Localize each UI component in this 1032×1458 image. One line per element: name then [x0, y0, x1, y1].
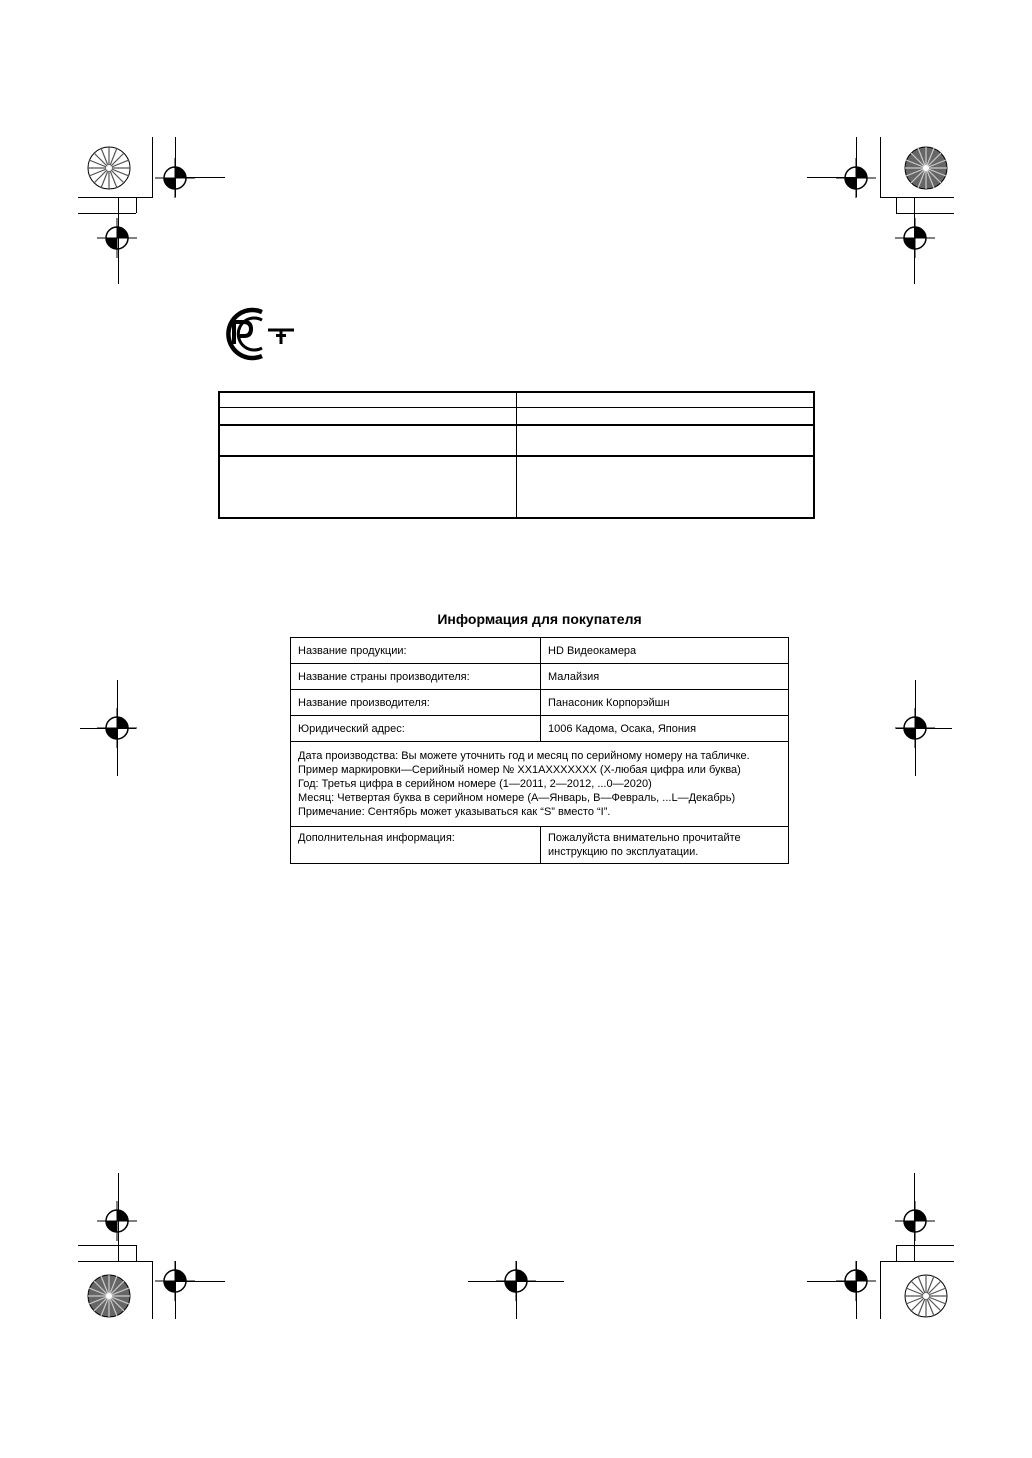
value-cell: HD Видеокамера: [541, 638, 789, 664]
table-row: [291, 742, 789, 827]
section-title: Информация для покупателя: [437, 611, 642, 627]
color-wheel-icon: [904, 146, 948, 190]
crop-line: [118, 1173, 119, 1261]
registration-mark-icon: [895, 1201, 935, 1241]
crop-line: [175, 137, 176, 197]
color-wheel-icon: [87, 1274, 131, 1318]
color-wheel-icon: [87, 146, 131, 190]
crop-line: [896, 213, 954, 214]
crop-line: [914, 198, 915, 284]
table-row: [291, 716, 789, 742]
row-divider: [220, 455, 813, 457]
crop-line: [175, 1261, 176, 1319]
crop-line: [807, 177, 857, 178]
crop-line: [468, 1281, 564, 1282]
crop-line: [880, 1261, 954, 1262]
crop-line: [856, 1261, 857, 1319]
crop-line: [856, 137, 857, 197]
crop-line: [914, 1173, 915, 1261]
empty-ruled-table: [218, 391, 815, 519]
value-cell: Малайзия: [541, 664, 789, 690]
label-cell: Юридический адрес:: [291, 716, 541, 742]
value-cell: Пожалуйста внимательно прочитайте инструкцию по эксплуатации.: [541, 827, 789, 864]
crop-line: [78, 197, 153, 198]
crop-line: [118, 198, 119, 284]
crop-line: [175, 1281, 225, 1282]
registration-mark-icon: [895, 218, 935, 258]
crop-line: [78, 1245, 136, 1246]
gost-certification-logo: [218, 306, 298, 362]
serial-example-line: Пример маркировки—Серийный номер № XX1AXXXXXXX (X-любая цифра или буква): [298, 764, 741, 776]
note-line: Примечание: Сентябрь может указываться как “S” вместо “I”.: [298, 806, 611, 818]
crop-line: [880, 137, 881, 197]
color-wheel-icon: [904, 1274, 948, 1318]
crop-line: [896, 197, 897, 213]
crop-line: [896, 728, 952, 729]
customer-info-table: [290, 637, 789, 864]
table-row: [291, 690, 789, 716]
registration-mark-icon: [97, 1201, 137, 1241]
crop-line: [152, 1261, 153, 1319]
crop-line: [896, 1245, 954, 1246]
value-cell: 1006 Кадома, Осака, Япония: [541, 716, 789, 742]
year-code-line: Год: Третья цифра в серийном номере (1—2011, 2—2012, ...0—2020): [298, 778, 652, 790]
month-code-line: Месяц: Четвертая буква в серийном номере (A—Январь, B—Февраль, ...L—Декабрь): [298, 792, 736, 804]
crop-line: [175, 177, 225, 178]
production-date-line: Дата производства: Вы можете уточнить год и месяц по серийному номеру на табличке.: [298, 750, 750, 762]
table-row: [291, 638, 789, 664]
registration-mark-icon: [97, 218, 137, 258]
crop-line: [516, 1261, 517, 1319]
table-row: [291, 827, 789, 864]
label-cell: Название производителя:: [291, 690, 541, 716]
crop-line: [136, 197, 137, 213]
label-cell: Название страны производителя:: [291, 664, 541, 690]
label-cell: Дополнительная информация:: [291, 827, 541, 864]
crop-line: [136, 1245, 137, 1261]
crop-line: [78, 213, 136, 214]
crop-line: [80, 728, 136, 729]
value-cell: Панасоник Корпорэйшн: [541, 690, 789, 716]
crop-line: [880, 1261, 881, 1319]
table-row: [291, 664, 789, 690]
crop-line: [807, 1281, 857, 1282]
production-date-cell: [291, 742, 789, 827]
label-cell: Название продукции:: [291, 638, 541, 664]
crop-line: [78, 1261, 153, 1262]
row-divider: [220, 407, 813, 408]
row-divider: [220, 424, 813, 426]
crop-line: [152, 137, 153, 197]
crop-line: [880, 197, 954, 198]
crop-line: [896, 1245, 897, 1261]
